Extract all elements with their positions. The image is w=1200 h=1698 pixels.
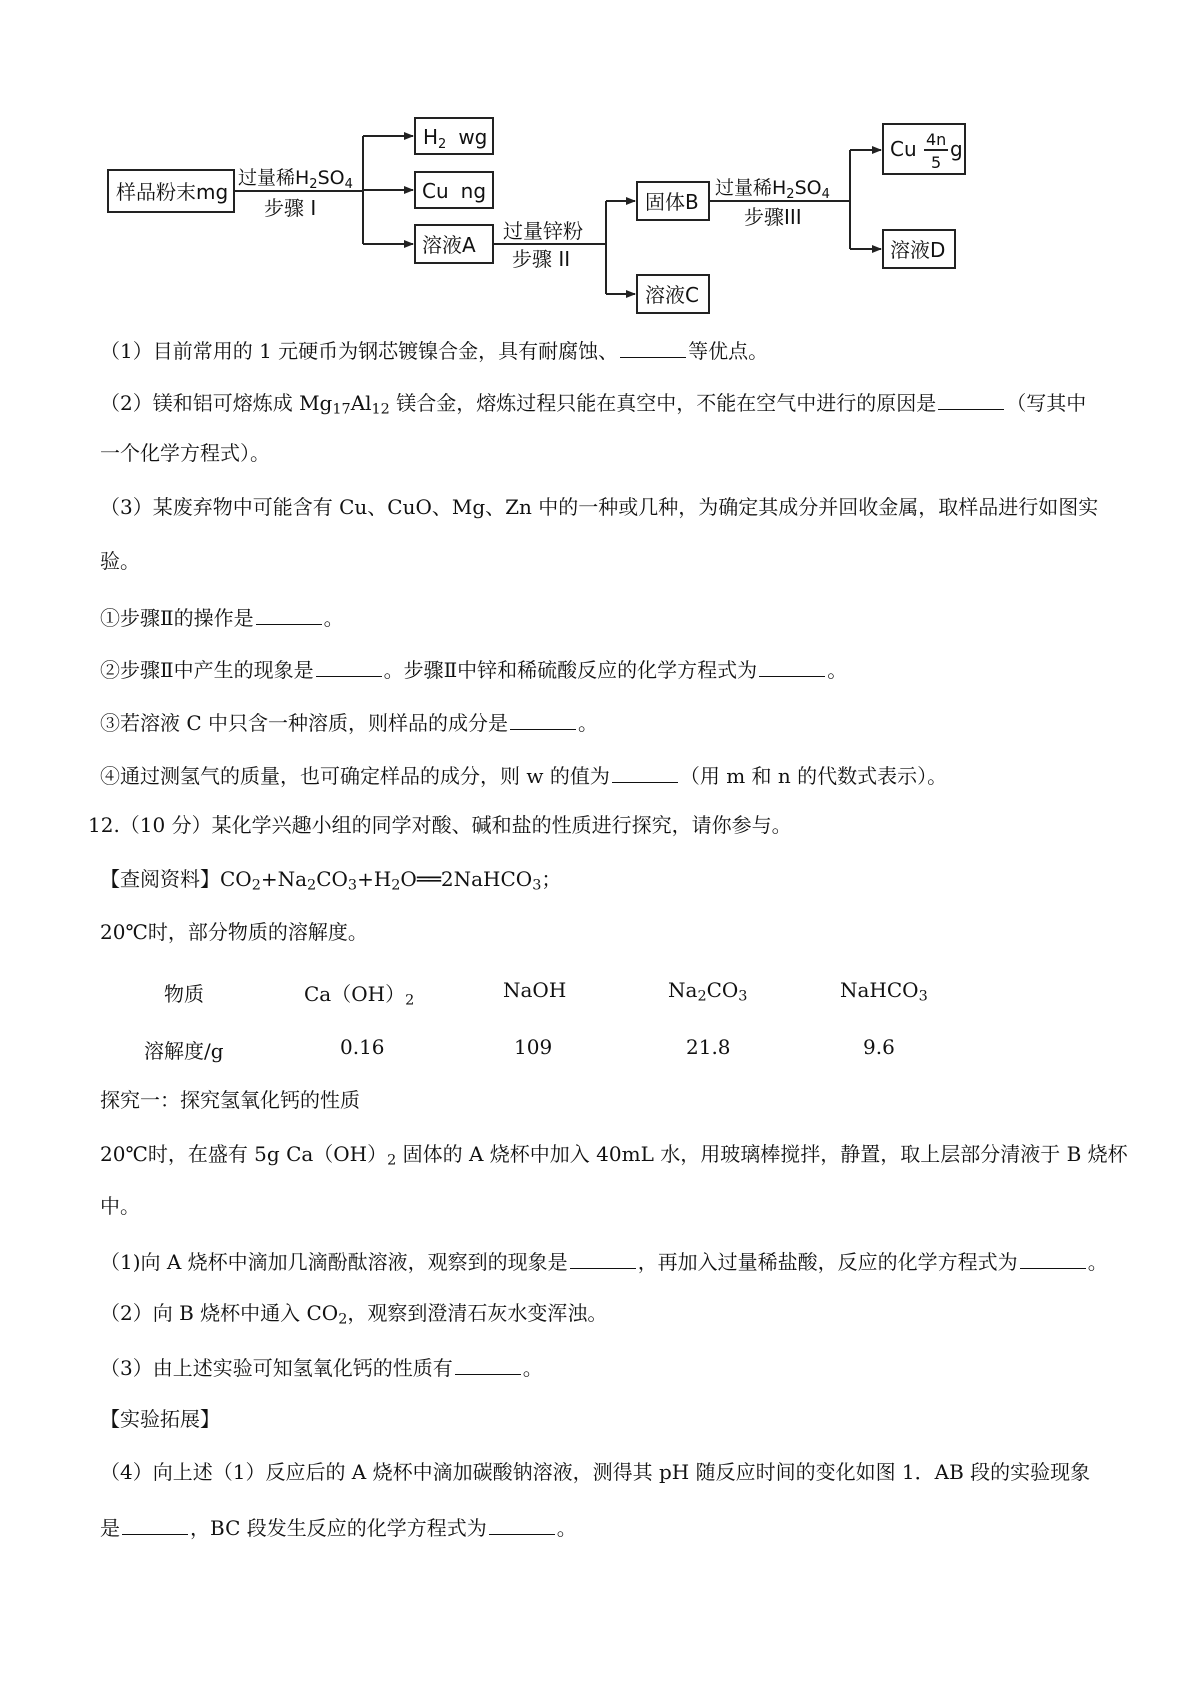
question-3: （3）某废弃物中可能含有 Cu、CuO、Mg、Zn 中的一种或几种，为确定其成分并回收金属，取样品进行如图实 [100,495,1099,519]
step2-label: 步骤 II [512,247,571,271]
sub-question-2: ②步骤Ⅱ中产生的现象是 。步骤Ⅱ中锌和稀硫酸反应的化学方程式为 。 [100,658,848,682]
answer-blank[interactable] [489,1516,555,1535]
exploration-1-setup: 20℃时，在盛有 5g $Ca(OH)_2$ 固体的 A 烧杯中加入 40mL 水，用玻璃棒搅拌，静置，取上层部分清液于 B 烧杯 [100,1142,1128,1169]
cu2-fraction-numerator: 4n [926,130,947,149]
answer-blank[interactable] [122,1516,188,1535]
table-row-label: 溶解度/g [144,1039,224,1063]
question-12: 12.（10 分）某化学兴趣小组的同学对酸、碱和盐的性质进行探究，请你参与。 [88,813,792,837]
sample-box-label: 样品粉末mg [116,180,229,204]
experiment-1: （1)向 A 烧杯中滴加几滴酚酞溶液，观察到的现象是 ，再加入过量稀盐酸，反应的化学方程式为 。 [100,1250,1108,1274]
reference-equation: 【查阅资料】$CO_2+Na_2CO_3+H_2O══2NaHCO_3$； [100,867,562,894]
table-header-naoh: NaOH [503,978,567,1002]
answer-blank[interactable] [938,391,1004,410]
solubility-intro: 20℃时，部分物质的溶解度。 [100,920,368,944]
solid-b-label: 固体B [645,190,699,214]
experiment-2: （2）向 B 烧杯中通入 $CO_2$，观察到澄清石灰水变浑浊。 [100,1301,608,1328]
table-header-na2co3: $Na_2CO_3$ [668,978,748,1005]
solution-d-label: 溶液D [890,238,946,262]
solution-a-label: 溶液A [422,233,476,257]
cu2-fraction-denominator: 5 [931,153,942,172]
flow-diagram [0,0,1200,320]
answer-blank[interactable] [570,1250,636,1269]
step3-reagent: 过量稀$H_2SO_4$ [715,177,830,202]
question-1: （1）目前常用的 1 元硬币为钢芯镀镍合金，具有耐腐蚀、 等优点。 [100,339,769,363]
table-cell-na2co3: 21.8 [686,1035,731,1059]
answer-blank[interactable] [620,339,686,358]
answer-blank[interactable] [612,764,678,783]
experiment-3: （3）由上述实验可知氢氧化钙的性质有 。 [100,1356,543,1380]
exploration-1-setup-cont: 中。 [100,1194,140,1218]
solution-c-label: 溶液C [645,283,699,307]
experiment-4: （4）向上述（1）反应后的 A 烧杯中滴加碳酸钠溶液，测得其 pH 随反应时间的变化如图 1．AB 段的实验现象 [100,1460,1091,1484]
step2-reagent: 过量锌粉 [503,219,583,243]
answer-blank[interactable] [316,658,382,677]
cu2-box-label: Cu [890,137,917,161]
answer-blank[interactable] [256,606,322,625]
h2-box-label: $H_2$ wg [423,125,488,152]
sub-question-4: ④通过测氢气的质量，也可确定样品的成分，则 w 的值为 （用 m 和 n 的代数式表示）。 [100,764,948,788]
cu2-box-unit: g [950,137,963,161]
extension-title: 【实验拓展】 [100,1407,220,1431]
table-header-substance: 物质 [164,982,204,1006]
step3-label: 步骤III [744,205,802,229]
question-2-cont: 一个化学方程式）。 [100,441,270,465]
question-2: （2）镁和铝可熔炼成 $Mg_{17}Al_{12}$ 镁合金，熔炼过程只能在真空中，不能在空气中进行的原因是 （写其中 [100,391,1087,418]
cu-box-label: Cu ng [422,179,487,203]
table-cell-naoh: 109 [514,1035,553,1059]
answer-blank[interactable] [1020,1250,1086,1269]
question-3-cont: 验。 [100,549,140,573]
answer-blank[interactable] [759,658,825,677]
sub-question-3: ③若溶液 C 中只含一种溶质，则样品的成分是 。 [100,711,599,735]
table-cell-nahco3: 9.6 [863,1035,895,1059]
experiment-4-cont: 是 ，BC 段发生反应的化学方程式为 。 [100,1516,577,1540]
exploration-1-title: 探究一：探究氢氧化钙的性质 [100,1088,360,1112]
step1-label: 步骤 I [264,196,317,220]
sub-question-1: ①步骤Ⅱ的操作是 。 [100,606,344,630]
step1-reagent: 过量稀$H_2SO_4$ [238,167,353,192]
table-cell-caoh2: 0.16 [340,1035,385,1059]
answer-blank[interactable] [510,711,576,730]
table-header-caoh2: $Ca(OH)_2$ [304,982,415,1009]
table-header-nahco3: NaHCO$_3$ [840,978,928,1005]
answer-blank[interactable] [455,1356,521,1375]
